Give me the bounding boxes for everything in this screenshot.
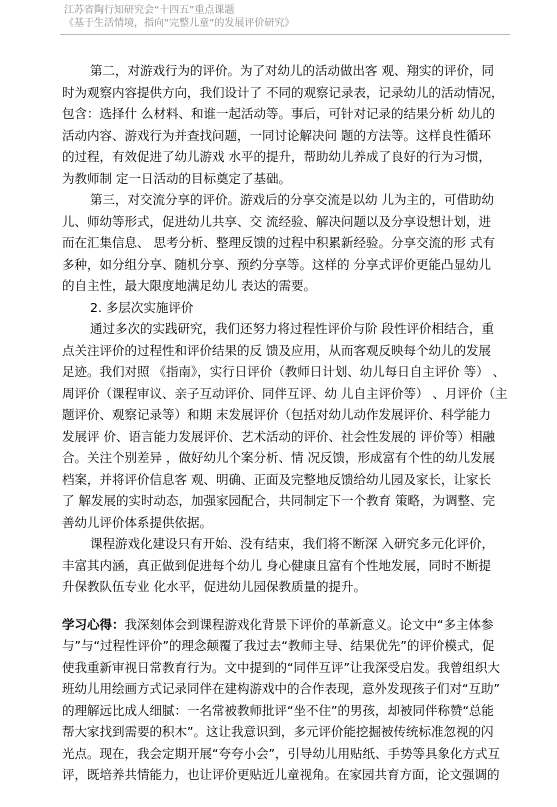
text-line: 儿、师幼等形式，促进幼儿共享、交 流经验、解决问题以及分享设想计划，进	[62, 213, 491, 229]
header-project-line: 江苏省陶行知研究会“十四五”重点课题	[64, 5, 235, 16]
text-line: 题评价、观察记录等）和期 末发展评价（包括对幼儿动作发展评价、科学能力	[62, 407, 491, 422]
text-line: 周评价（课程审议、亲子互动评价、同伴互评、幼 儿自主评价等） 、月评价（主	[62, 385, 508, 401]
paragraph-gap	[62, 598, 512, 614]
text-line: 课程游戏化建设只有开始、没有结束，我们将不断深 入研究多元化评价，	[90, 536, 494, 551]
paragraph-conclusion	[62, 533, 512, 598]
text-line: 与”与“过程性评价”的理念颠覆了我过去“教师主导、结果优先”的评价模式，促	[62, 638, 495, 653]
text-line: 多种，如分组分享、随机分享、预约分享等。这样的 分享式评价更能凸显幼儿	[62, 256, 491, 272]
text-line: 的理解远比成人细腻：一名常被教师批评“坐不住”的男孩，却被同伴称赞“总能	[62, 702, 494, 718]
text-line: 点关注评价的过程性和评价结果的反 馈及应用，从而客观反映每个幼儿的发展	[62, 342, 491, 358]
text-line: 包含：选择什 么材料、和谁一起活动等。事后，可针对记录的结果分析 幼儿的	[62, 106, 495, 121]
paragraph-reflection	[62, 614, 512, 786]
text-line: 第三，对交流分享的评价。游戏后的分享交流是以幼 儿为主的，可借助幼	[90, 192, 494, 207]
text-line	[62, 614, 512, 636]
text-line: 光点。现在，我会定期开展“夸夸小会”，引导幼儿用贴纸、手势等具象化方式互	[62, 745, 500, 761]
text-line: 而在汇集信息、 思考分析、整理反馈的过程中积累新经验。分享交流的形 式有	[62, 235, 495, 250]
paragraph-multilevel	[62, 318, 512, 533]
header-rule	[60, 34, 510, 35]
text-line: 帮大家找到需要的积木”。这让我意识到，多元评价能挖掘被传统标准忽视的闪	[62, 724, 494, 739]
text-line: 升保教队伍专业 化水平，促进幼儿园保教质量的提升。	[62, 579, 366, 594]
text-span: 我深刻体会到课程游戏化背景下评价的革新意义。论文中“多主体参	[124, 616, 494, 632]
paragraph-game-behavior	[62, 60, 512, 189]
text-line: 了 解发展的实时动态，加强家园配合，共同制定下一个教育 策略，为调整、完	[62, 493, 495, 508]
text-line: 足迹。我们对照 《指南》，实行日评价（教师日计划、幼儿每日自主评价 等） 、	[62, 364, 506, 379]
text-line: 的过程，有效促进了幼儿游戏 水平的提升，帮助幼儿养成了良好的行为习惯，	[62, 149, 491, 164]
text-line: 时为观察内容提供方向，我们设计了 不同的观察记录表，记录幼儿的活动情况，	[62, 84, 504, 100]
text-line: 第二，对游戏行为的评价。为了对幼儿的活动做出客 观、翔实的评价，同	[90, 63, 494, 78]
text-line: 档案，并将评价信息客 观、明确、正面及完整地反馈给幼儿园及家长，让家长	[62, 471, 491, 487]
text-line: 的自主性，最大限度地满足幼儿 表达的需要。	[62, 278, 316, 293]
text-line: 使我重新审视日常教育行为。文中提到的“同伴互评”让我深受启发。我曾组织大	[62, 659, 500, 675]
section-heading	[62, 297, 512, 319]
text-line: 活动内容、游戏行为并查找问题，一同讨论解决问 题的方法等。这样良性循环	[62, 127, 491, 143]
text-line: 合。关注个别差异 ，做好幼儿个案分析、情 况反馈，形成富有个性的幼儿发展	[62, 450, 495, 465]
reflection-label: 学习心得：	[62, 616, 125, 632]
section-title: 2. 多层次实施评价	[90, 299, 194, 315]
text-line: 发展评 价、语言能力发展评价、艺术活动的评价、社会性发展的 评价等）相融	[62, 428, 495, 444]
document-body	[62, 60, 512, 786]
text-line: 丰富其内涵，真正做到促进每个幼儿 身心健康且富有个性地发展，同时不断提	[62, 557, 491, 573]
header-title-line: 《基于生活情境，指向“完整儿童”的发展评价研究》	[64, 18, 295, 29]
paragraph-sharing	[62, 189, 512, 297]
text-line: 为教师制 定一日活动的目标奠定了基础。	[62, 170, 291, 186]
text-line: 评，既培养共情能力，也让评价更贴近儿童视角。在家园共育方面，论文强调的	[62, 767, 500, 782]
page-header	[64, 4, 504, 30]
text-line: 通过多次的实践研究，我们还努力将过程性评价与阶 段性评价相结合，重	[90, 321, 494, 336]
text-line: 班幼儿用绘画方式记录同伴在建构游戏中的合作表现，意外发现孩子们对“互助”	[62, 681, 500, 696]
text-line: 善幼儿评价体系提供依据。	[62, 514, 213, 530]
